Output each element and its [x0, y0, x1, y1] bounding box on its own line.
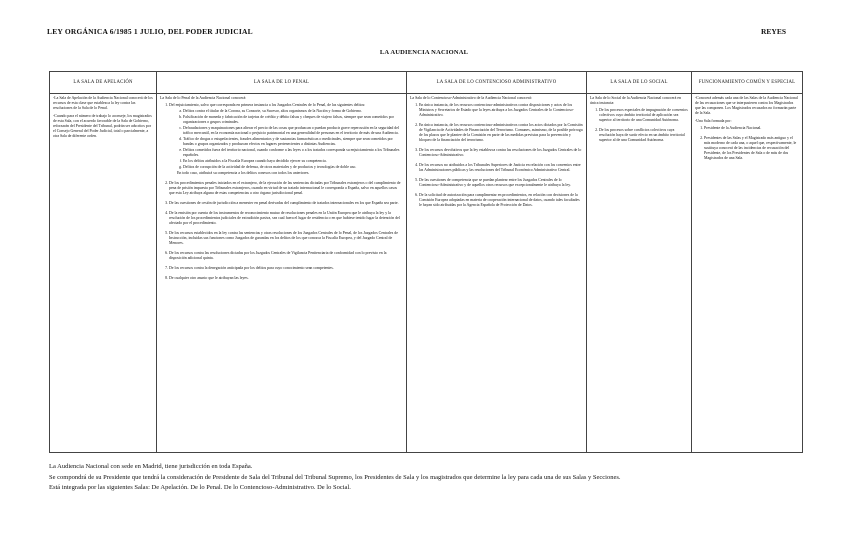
- penal-item: 8. De cualquier otro asunto que le atribuyan las leyes.: [169, 276, 403, 281]
- penal-item: [169, 103, 403, 176]
- cell-apelacion: [50, 94, 157, 453]
- penal-item: 3. De las cuestiones de cesión de jurisdicción a menester en penal derivadas del cumplimiento de tratados internacionales en los que España sea parte.: [169, 201, 403, 206]
- column-header-contencioso: LA SALA DE LO CONTENCIOSO ADMINISTRATIVO: [407, 72, 587, 94]
- social-item: 1. De los procesos especiales de impugnación de convenios colectivos cuyo ámbito territorial de aplicación sea superior al territorio de una Comunidad Autónoma.: [599, 108, 688, 123]
- penal-subitem: f. En los delitos atribuidos a la Fiscalía Europea cuando haya decidido ejercer su competencia.: [183, 159, 403, 164]
- funcionamiento-paragraph: -Conocerá además cada una de las Salas de la Audiencia Nacional de las recusaciones que se interpusieren contra los Magistrados que las componen. Los Magistrados recusados no formarán parte de la Sala.: [695, 96, 798, 115]
- social-item: 2. De los procesos sobre conflictos colectivos cuya resolución haya de surtir efecto en un ámbito territorial superior al de una Comunidad Autónoma.: [599, 128, 688, 143]
- penal-subitem: d. Tráfico de drogas o estupefacientes, fraudes alimentarios y de sustancias farmacéuticas o medicinales, siempre que sean cometidos por bandas o grupos organizados y produzcan efectos en lugares pertenecientes a distintas Audiencias.: [183, 137, 403, 147]
- penal-item: 7. De los recursos contra la denegación anticipada por los delitos para cuyo conocimiento sean competentes.: [169, 266, 403, 271]
- contencioso-item: 5. De las cuestiones de competencia que se puedan plantear entre los Juzgados Centrales de lo Contencioso-Administrativo y de aquellos otros recursos que excepcionalmente le atribuya la ley.: [419, 178, 583, 188]
- funcionamiento-paragraph: -Una Sala formada por:: [695, 119, 732, 123]
- penal-list: [160, 103, 403, 281]
- contencioso-item: 1. En única instancia, de los recursos contencioso-administrativos contra disposiciones y actos de los Ministros y Secretarios de Estado que la leyes atribuya a los Juzgados Centrales de lo Contencioso-Administrativo.: [419, 103, 583, 118]
- cell-penal: [157, 94, 407, 453]
- cell-funcionamiento: [692, 94, 803, 453]
- apelacion-paragraph: -La Sala de Apelación de la Audiencia Nacional conocerá de los recursos de esta clase que establezca la ley contra las resoluciones de la Sala de lo Penal.: [53, 96, 153, 110]
- contencioso-item: 4. De los recursos no atribuidos a los Tribunales Superiores de Justicia en relación con los convenios entre las Administraciones públicas y las resoluciones del Tribunal Económico Administrativo Central.: [419, 163, 583, 173]
- table-header-row: [50, 72, 803, 94]
- funcionamiento-item: 1. Presidente de la Audiencia Nacional.: [704, 126, 799, 131]
- table-body-row: [50, 94, 803, 453]
- penal-item-text: Del enjuiciamiento, salvo que corresponda en primera instancia a los Juzgados Centrales de lo Penal, de las siguientes delitos:: [169, 103, 366, 107]
- contencioso-item: 2. En única instancia, de los recursos contencioso-administrativos contra los actos dictados por la Comisión de Vigilancia de Actividades de Financiación del Terrorismo. Comunes, asimismo, de la posible prórroga de los plazos que le plantee de la Comisión en parte de las medidas previstas para la prevención y bloqueo de la financiación del terrorismo.: [419, 123, 583, 143]
- header-author: REYES: [761, 27, 787, 36]
- penal-item: 2. De los procedimientos penales iniciados en el extranjero, de la ejecución de las sentencias dictadas por Tribunales extranjeros o del cumplimiento de pena de prisión impuesta por Tribunales extranjeros, cuando en virtud de un tratado internacional le corresponda a España, salvo en aquellos casos que esta Ley atribuya alguna de estas competencias a otro órgano jurisdiccional penal.: [169, 181, 403, 196]
- penal-subitem: g. Delitos de corrupción de la actividad de defensa, de otros materiales y de productos y tecnologías de doble uso.: [183, 165, 403, 170]
- funcionamiento-list: [695, 126, 799, 161]
- apelacion-paragraph: -Cuando para el número de trabajo lo aconseje, los magistrados de esta Sala, con el acuerdo favorable de la Sala de Gobierno, reforzarán del Presidente del Tribunal, podrán ser adscritos por el Consejo General del Poder Judicial, total o parcialmente, a otra Sala de diferente orden.: [53, 114, 152, 138]
- penal-item: 6. De los recursos contra las resoluciones dictadas por los Juzgados Centrales de Vigilancia Penitenciaria de conformidad con lo previsto en la disposición adicional quinta.: [169, 251, 403, 261]
- column-header-apelacion: LA SALA DE APELACIÓN: [50, 72, 157, 94]
- social-intro: La Sala de lo Social de la Audiencia Nacional conocerá en única instancia:: [590, 96, 681, 105]
- penal-subitem: e. Delitos cometidos fuera del territorio nacional, cuando conforme a las leyes o a los tratados corresponda su enjuiciamiento a los Tribunales españoles.: [183, 148, 403, 158]
- header-law-title: LEY ORGÁNICA 6/1985 1 JULIO, DEL PODER JUDICIAL: [47, 27, 253, 36]
- penal-item: 4. De la emisión por cuenta de los instrumentos de reconocimiento mutuo de resoluciones penales en la Unión Europea que le atribuya la ley y la resolución de los procedimientos judiciales de extradición pasiva, sea cual fuera el lugar de residencia o en que hubiese tenido lugar la detención del afectado por el procedimiento.: [169, 211, 403, 226]
- penal-item: 5. De los recursos establecidos en la ley contra las sentencias y otras resoluciones de los Juzgados Centrales de lo Penal, de los Juzgados Centrales de Instrucción, incluidas sus funciones como Juzgados de garantías en los delitos de los que conozca la Fiscalía Europea, y del Juzgado Central de Menores.: [169, 231, 403, 246]
- penal-subitem: a. Delitos contra el titular de la Corona, su Consorte, su Sucesor, altos organismos de la Nación y forma de Gobierno.: [183, 109, 403, 114]
- penal-sublist: [169, 109, 403, 170]
- column-header-penal: LA SALA DE LO PENAL: [157, 72, 407, 94]
- penal-closing-note: En todo caso, atribuirá su competencia a los delitos conexos con todos los anteriores.: [177, 171, 310, 175]
- column-header-social: LA SALA DE LO SOCIAL: [587, 72, 692, 94]
- cell-contencioso: [407, 94, 587, 453]
- cell-social: [587, 94, 692, 453]
- footer-line-salas: Está integrada por las siguientes Salas: De Apelación. De lo Penal. De lo Contencioso-Administrativo. De lo Social.: [49, 484, 351, 491]
- summary-table: [49, 71, 803, 453]
- page-title: LA AUDIENCIA NACIONAL: [379, 49, 469, 56]
- footer-line-sede: La Audiencia Nacional con sede en Madrid, tiene jurisdicción en toda España.: [49, 463, 253, 470]
- social-list: [590, 108, 688, 143]
- footer-line-composicion: Se compondrá de su Presidente que tendrá la consideración de Presidente de Sala del Tribunal del Tribunal Supremo, los Presidentes de Sala y los magistrados que determine la ley para cada una de sus Salas y Secciones.: [49, 474, 621, 481]
- penal-intro: La Sala de lo Penal de la Audiencia Nacional conocerá:: [160, 96, 247, 100]
- contencioso-intro: La Sala de lo Contencioso-Administrativo de la Audiencia Nacional conocerá:: [410, 96, 532, 100]
- contencioso-item: 6. De la solicitud de autorización para cumplimentar en procedimientos, en relación con decisiones de la Comisión Europea adoptadas en materia de cooperación internacional de datos, cuando tales facultades le hayan sido atribuidas por la Agencia Española de Protección de Datos.: [419, 193, 583, 208]
- contencioso-item: 3. De los recursos devolutivos que la ley establezca contra las resoluciones de los Juzgados Centrales de lo Contencioso-Administrativo.: [419, 148, 583, 158]
- contencioso-list: [410, 103, 583, 208]
- penal-subitem: c. Defraudaciones y maquinaciones para alterar el precio de las cosas que produzcan o puedan producir grave repercusión en la seguridad del tráfico mercantil, en la economía nacional o perjuicio patrimonial en una generalidad de personas en el territorio de más de una Audiencia.: [183, 126, 403, 136]
- column-header-funcionamiento: FUNCIONAMIENTO COMÚN Y ESPECIAL: [692, 72, 803, 94]
- penal-subitem: b. Falsificación de moneda y fabricación de tarjetas de crédito y débito falsas y cheques de viajero falsos, siempre que sean cometidos por organizaciones o grupos criminales.: [183, 115, 403, 125]
- funcionamiento-item: 2. Presidentes de las Salas y el Magistrado más antiguo y el más moderno de cada una, o aquel que, respectivamente, le sustituya conocerá de las incidencias de recusación del Presidente, de los Presidentes de Sala o de más de dos Magistrados de una Sala.: [704, 136, 799, 161]
